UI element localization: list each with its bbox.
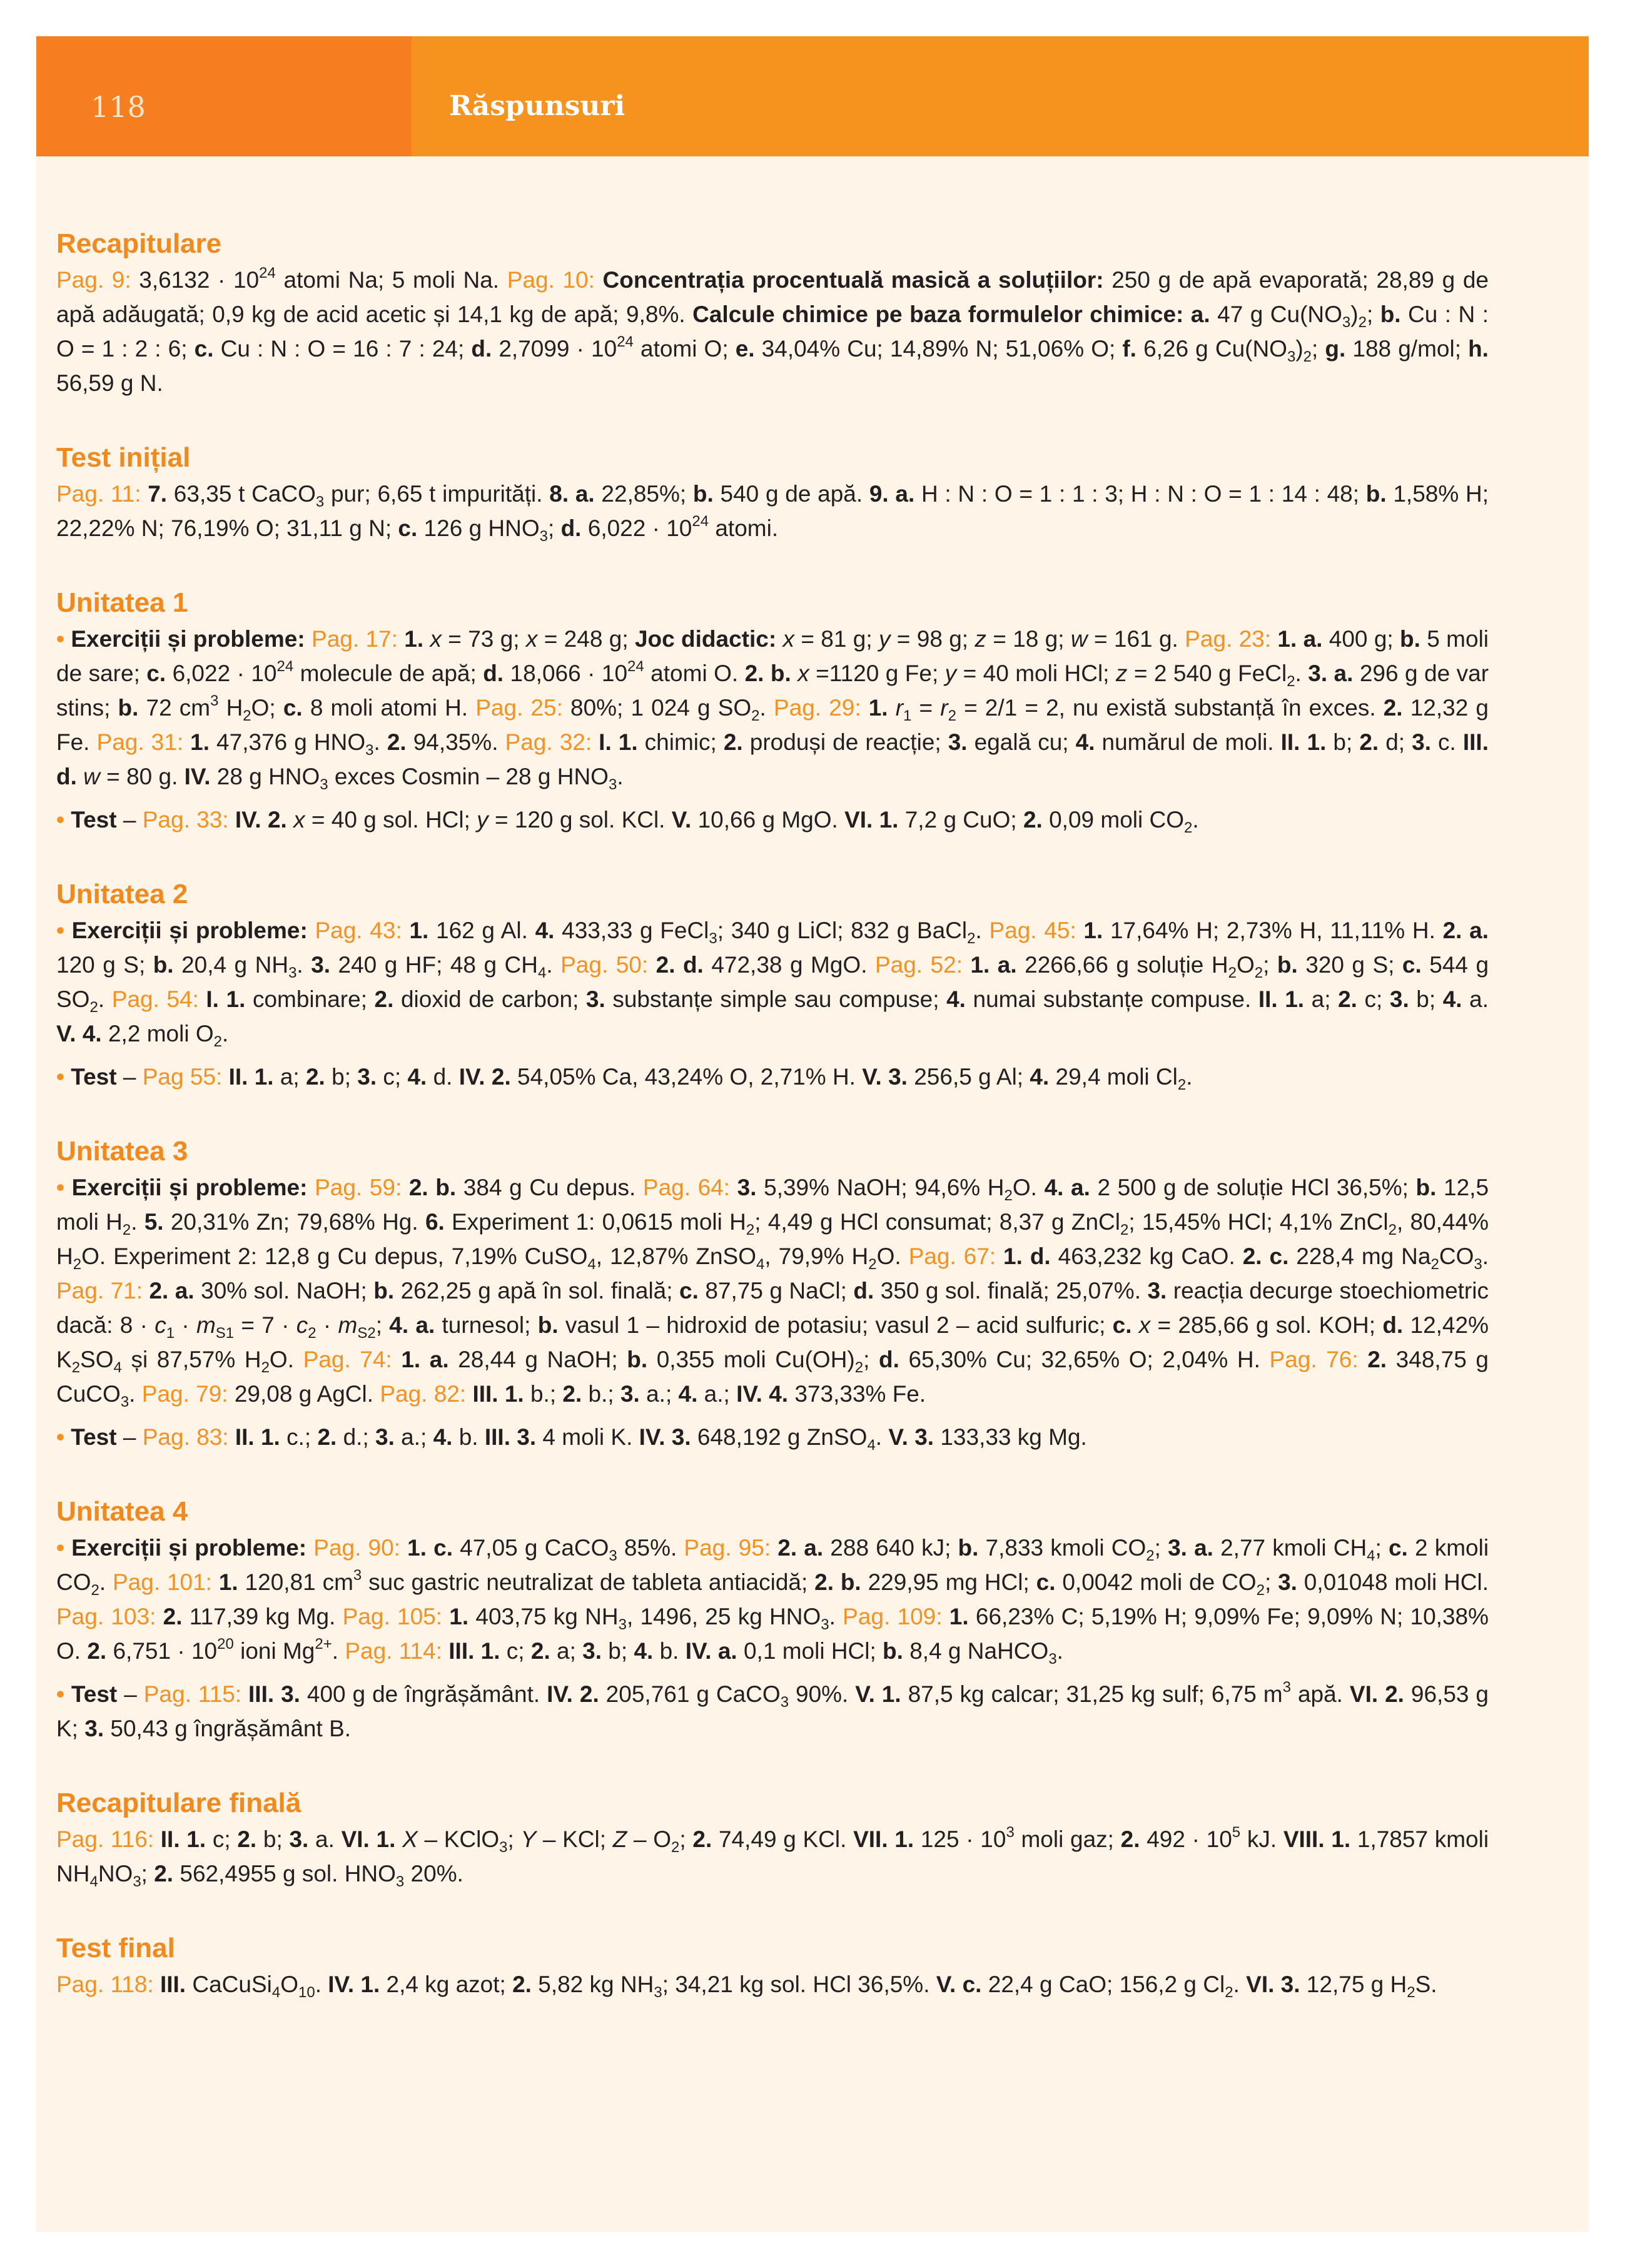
- section-recapitulare: [56, 225, 1489, 400]
- page-number-box: [36, 36, 412, 156]
- answer-paragraph: Pag. 11: 7. 63,35 t CaCO$_3$ pur; 6,65 t impurități. 8. a. 22,85%; b. 540 g de apă. 9. a. H : N : O = 1 : 1 : 3; H : N : O = 1 : 14 : 48; b. 1,58% H; 22,22% N; 76,19% O; 31,11 g N; c. 126 g $HNO_3$; d. $6,022 \cdot 10^{24}$ atomi.: [56, 481, 1489, 545]
- section-unitatea-1: [56, 584, 1489, 837]
- header-title: Răspunsuri: [449, 90, 625, 122]
- page-header: [36, 36, 1589, 156]
- section-unitatea-3: [56, 1133, 1489, 1454]
- section-title: Test inițial: [56, 442, 191, 473]
- answer-paragraph: • Test – Pag. 33: IV. 2. x = 40 g sol. HCl; y = 120 g sol. KCl. V. 10,66 g MgO. VI. 1. 7,2 g CuO; 2. 0,09 moli $CO_2$.: [56, 807, 1199, 836]
- answer-paragraph: • Test – Pag. 115: III. 3. 400 g de îngrășământ. IV. 2. 205,761 g CaCO$_3$ 90%. V. 1. 87,5 kg calcar; 31,25 kg sulf; 6,75 $m^3$ apă. VI. 2. 96,53 g K; 3. 50,43 g îngrășământ B.: [56, 1679, 1489, 1741]
- page-number: 118: [91, 90, 146, 124]
- answer-paragraph: • Exerciții și probleme: Pag. 59: 2. b. 384 g Cu depus. Pag. 64: 3. 5,39% NaOH; 94,6% $H_2O$. 4. a. 2 500 g de soluție HCl 36,5%; b. 12,5 moli $H_2$. 5. 20,31% Zn; 79,68% Hg. 6. Experiment 1: 0,0615 moli $H_2$; 4,49 g HCl consumat; 8,37 g ZnCl$_2$; 15,45% HCl; 4,1% ZnCl$_2$, 80,44% $H_2O$. Experiment 2: 12,8 g Cu depus, 7,19% CuSO$_4$, 12,87% ZnSO$_4$, 79,9% $H_2O$. Pag. 67: 1. d. 463,232 kg CaO. 2. c. 228,4 mg $Na_2CO_3$. Pag. 71: 2. a. 30% sol. NaOH; b. 262,25 g apă în sol. finală; c. 87,75 g NaCl; d. 350 g sol. finală; 25,07%. 3. reacția decurge stoechiometric dacă: $8 \cdot c_1 \cdot m_{S1} = 7 \cdot c_2 \cdot m_{S2}$; 4. a. turnesol; b. vasul 1 – hidroxid de potasiu; vasul 2 – acid sulfuric; c. x = 285,66 g sol. KOH; d. 12,42% $K_2SO_4$ și 87,57% $H_2O$. Pag. 74: 1. a. 28,44 g NaOH; b. 0,355 moli $Cu(OH)_2$; d. 65,30% Cu; 32,65% O; 2,04% H. Pag. 76: 2. 348,75 g CuCO$_3$. Pag. 79: 29,08 g AgCl. Pag. 82: III. 1. b.; 2. b.; 3. a.; 4. a.; IV. 4. 373,33% Fe.: [56, 1175, 1489, 1410]
- section-recapitulare-finala: [56, 1785, 1489, 1891]
- section-unitatea-2: [56, 876, 1489, 1094]
- section-unitatea-4: [56, 1493, 1489, 1746]
- section-title: Unitatea 3: [56, 1136, 188, 1167]
- answer-paragraph: • Test – Pag 55: II. 1. a; 2. b; 3. c; 4. d. IV. 2. 54,05% Ca, 43,24% O, 2,71% H. V. 3. 256,5 g Al; 4. 29,4 moli $Cl_2$.: [56, 1064, 1193, 1093]
- section-title: Unitatea 2: [56, 879, 188, 909]
- section-title: Unitatea 4: [56, 1496, 188, 1527]
- section-title: Recapitulare: [56, 228, 222, 259]
- section-title: Recapitulare finală: [56, 1788, 301, 1818]
- section-test-final: [56, 1930, 1489, 2002]
- answer-paragraph: Pag. 116: II. 1. c; 2. b; 3. a. VI. 1. X – KClO$_3$; Y – KCl; Z – $O_2$; 2. 74,49 g KCl. VII. 1. $125 \cdot 10^3$ moli gaz; 2. $492 \cdot 10^5$ kJ. VIII. 1. 1,7857 kmoli $NH_4NO_3$; 2. 562,4955 g sol. $HNO_3$ 20%.: [56, 1824, 1489, 1890]
- answer-paragraph: • Exerciții și probleme: Pag. 43: 1. 162 g Al. 4. 433,33 g FeCl$_3$; 340 g LiCl; 832 g BaCl$_2$. Pag. 45: 1. 17,64% H; 2,73% H, 11,11% H. 2. a. 120 g S; b. 20,4 g $NH_3$. 3. 240 g HF; 48 g $CH_4$. Pag. 50: 2. d. 472,38 g MgO. Pag. 52: 1. a. 2266,66 g soluție $H_2O_2$; b. 320 g S; c. 544 g $SO_2$. Pag. 54: I. 1. combinare; 2. dioxid de carbon; 3. substanțe simple sau compuse; 4. numai substanțe compuse. II. 1. a; 2. c; 3. b; 4. a. V. 4. 2,2 moli $O_2$.: [56, 918, 1489, 1050]
- section-test-initial: [56, 439, 1489, 545]
- answer-paragraph: Pag. 9: $3,6132 \cdot 10^{24}$ atomi Na; 5 moli Na. Pag. 10: Concentrația procentuală masică a soluțiilor: 250 g de apă evaporată; 28,89 g de apă adăugată; 0,9 kg de acid acetic și 14,1 kg de apă; 9,8%. Calcule chimice pe baza formulelor chimice: a. 47 g $Cu(NO_3)_2$; b. Cu : N : O = 1 : 2 : 6; c. Cu : N : O = 16 : 7 : 24; d. $2,7099 \cdot 10^{24}$ atomi O; e. 34,04% Cu; 14,89% N; 51,06% O; f. 6,26 g $Cu(NO_3)_2$; g. 188 g/mol; h. 56,59 g N.: [56, 265, 1489, 396]
- section-title: Test final: [56, 1933, 175, 1963]
- answer-paragraph: • Exerciții și probleme: Pag. 90: 1. c. 47,05 g CaCO$_3$ 85%. Pag. 95: 2. a. 288 640 kJ; b. 7,833 kmoli $CO_2$; 3. a. 2,77 kmoli $CH_4$; c. 2 kmoli $CO_2$. Pag. 101: 1. 120,81 $cm^3$ suc gastric neutralizat de tableta antiacidă; 2. b. 229,95 mg HCl; c. 0,0042 moli de $CO_2$; 3. 0,01048 moli HCl. Pag. 103: 2. 117,39 kg Mg. Pag. 105: 1. 403,75 kg $NH_3$, 1496, 25 kg $HNO_3$. Pag. 109: 1. 66,23% C; 5,19% H; 9,09% Fe; 9,09% N; 10,38% O. 2. $6,751 \cdot 10^{20}$ ioni $Mg^{2+}$. Pag. 114: III. 1. c; 2. a; 3. b; 4. b. IV. a. 0,1 moli HCl; b. 8,4 g NaHCO$_3$.: [56, 1535, 1489, 1668]
- answer-paragraph: Pag. 118: III. $CaCuSi_4O_{10}$. IV. 1. 2,4 kg azot; 2. 5,82 kg $NH_3$; 34,21 kg sol. HCl 36,5%. V. c. 22,4 g CaO; 156,2 g $Cl_2$. VI. 3. 12,75 g $H_2S$.: [56, 1972, 1437, 2001]
- section-title: Unitatea 1: [56, 587, 188, 618]
- answer-paragraph: • Exerciții și probleme: Pag. 17: 1. x = 73 g; x = 248 g; Joc didactic: x = 81 g; y = 98 g; z = 18 g; w = 161 g. Pag. 23: 1. a. 400 g; b. 5 moli de sare; c. $6,022 \cdot 10^{24}$ molecule de apă; d. $18,066 \cdot 10^{24}$ atomi O. 2. b. x =1120 g Fe; y = 40 moli HCl; z = 2 540 g FeCl$_2$. 3. a. 296 g de var stins; b. 72 $cm^3$ $H_2O$; c. 8 moli atomi H. Pag. 25: 80%; 1 024 g $SO_2$. Pag. 29: 1. $r_1 = r_2 = 2/1 = 2$, nu există substanță în exces. 2. 12,32 g Fe. Pag. 31: 1. 47,376 g $HNO_3$. 2. 94,35%. Pag. 32: I. 1. chimic; 2. produși de reacție; 3. egală cu; 4. numărul de moli. II. 1. b; 2. d; 3. c. III. d. w = 80 g. IV. 28 g $HNO_3$ exces Cosmin – 28 g $HNO_3$.: [56, 626, 1489, 793]
- answer-paragraph: • Test – Pag. 83: II. 1. c.; 2. d.; 3. a.; 4. b. III. 3. 4 moli K. IV. 3. 648,192 g ZnSO$_4$. V. 3. 133,33 kg Mg.: [56, 1424, 1087, 1454]
- answers-content: [56, 225, 1489, 2002]
